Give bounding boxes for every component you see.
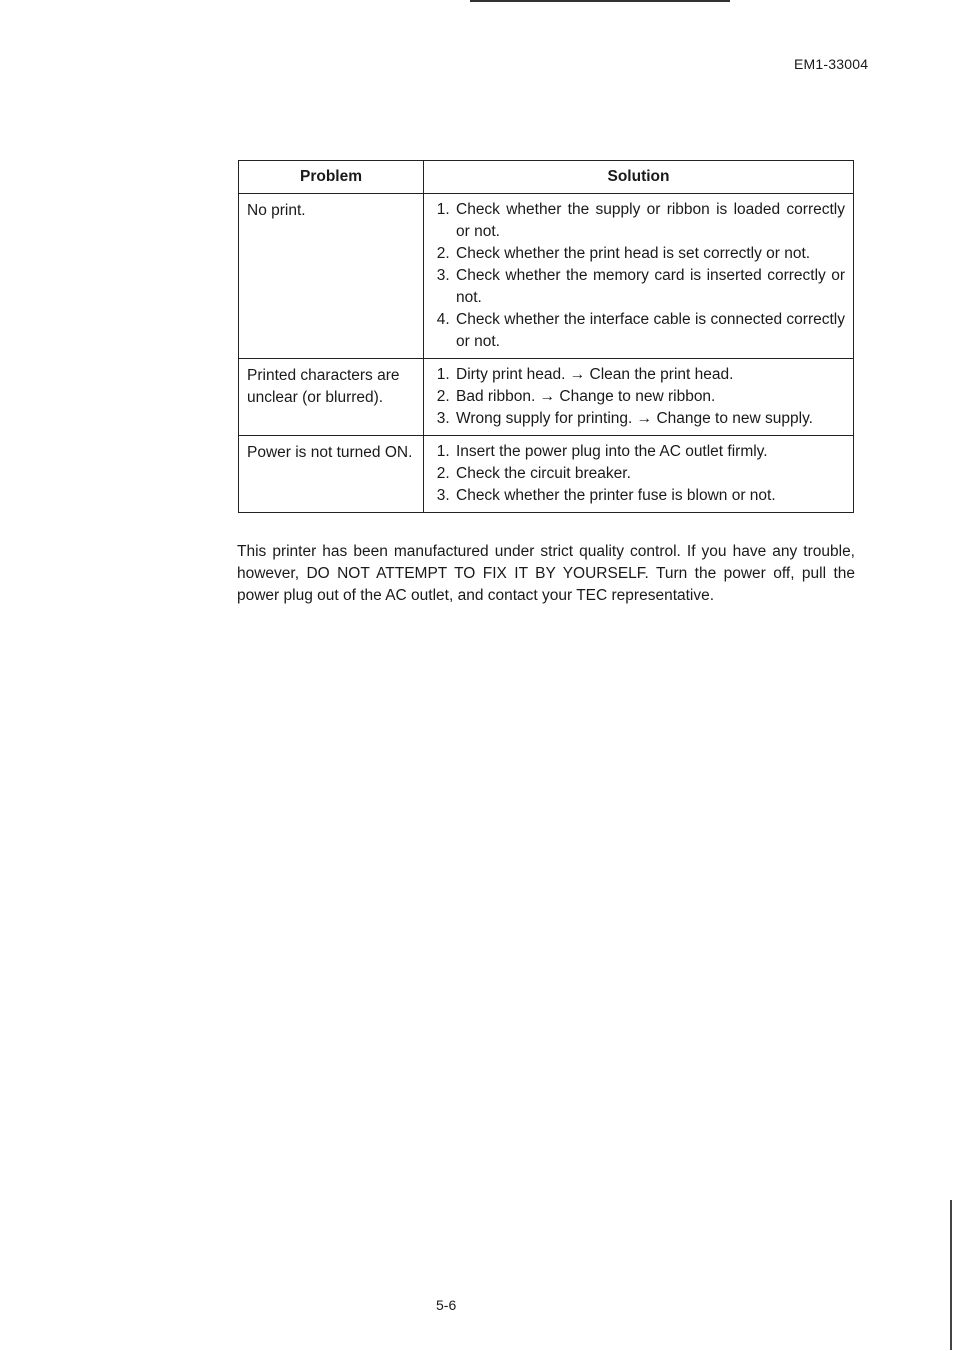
solution-cell	[424, 436, 854, 513]
problem-cell: Power is not turned ON.	[239, 436, 424, 513]
table-header-row	[239, 161, 854, 194]
table-row	[239, 194, 854, 359]
problem-column-header: Problem	[239, 161, 424, 194]
solution-item: 1. Insert the power plug into the AC outlet firmly.	[454, 441, 845, 463]
solution-list	[432, 441, 845, 507]
quality-control-note: This printer has been manufactured under strict quality control. If you have any trouble, however, DO NOT ATTEMPT TO FIX IT BY YOURSELF. Turn the power off, pull the power plug out of the AC outlet, and contact your TEC representative.	[237, 543, 855, 604]
troubleshooting-table	[238, 160, 854, 513]
solution-cell	[424, 359, 854, 436]
solution-item: 3. Check whether the printer fuse is blown or not.	[454, 485, 845, 507]
solution-item: 1. Dirty print head. → Clean the print head.	[454, 364, 845, 386]
table-row	[239, 436, 854, 513]
document-id: EM1-33004	[794, 56, 869, 72]
solution-item: 3. Check whether the memory card is inserted correctly or not.	[454, 265, 845, 309]
solution-item: 4. Check whether the interface cable is connected correctly or not.	[454, 309, 845, 353]
solution-item: 1. Check whether the supply or ribbon is loaded correctly or not.	[454, 199, 845, 243]
solution-column-header: Solution	[424, 161, 854, 194]
page-number: 5-6	[436, 1297, 457, 1313]
top-scan-rule	[470, 0, 730, 2]
solution-list	[432, 199, 845, 353]
solution-cell	[424, 194, 854, 359]
solution-item: 3. Wrong supply for printing. → Change to new supply.	[454, 408, 845, 430]
table-row	[239, 359, 854, 436]
right-scan-rule	[950, 1200, 952, 1350]
problem-cell: Printed characters are unclear (or blurred).	[239, 359, 424, 436]
solution-item: 2. Check the circuit breaker.	[454, 463, 845, 485]
solution-item: 2. Bad ribbon. → Change to new ribbon.	[454, 386, 845, 408]
solution-list	[432, 364, 845, 430]
problem-cell: No print.	[239, 194, 424, 359]
solution-item: 2. Check whether the print head is set correctly or not.	[454, 243, 845, 265]
